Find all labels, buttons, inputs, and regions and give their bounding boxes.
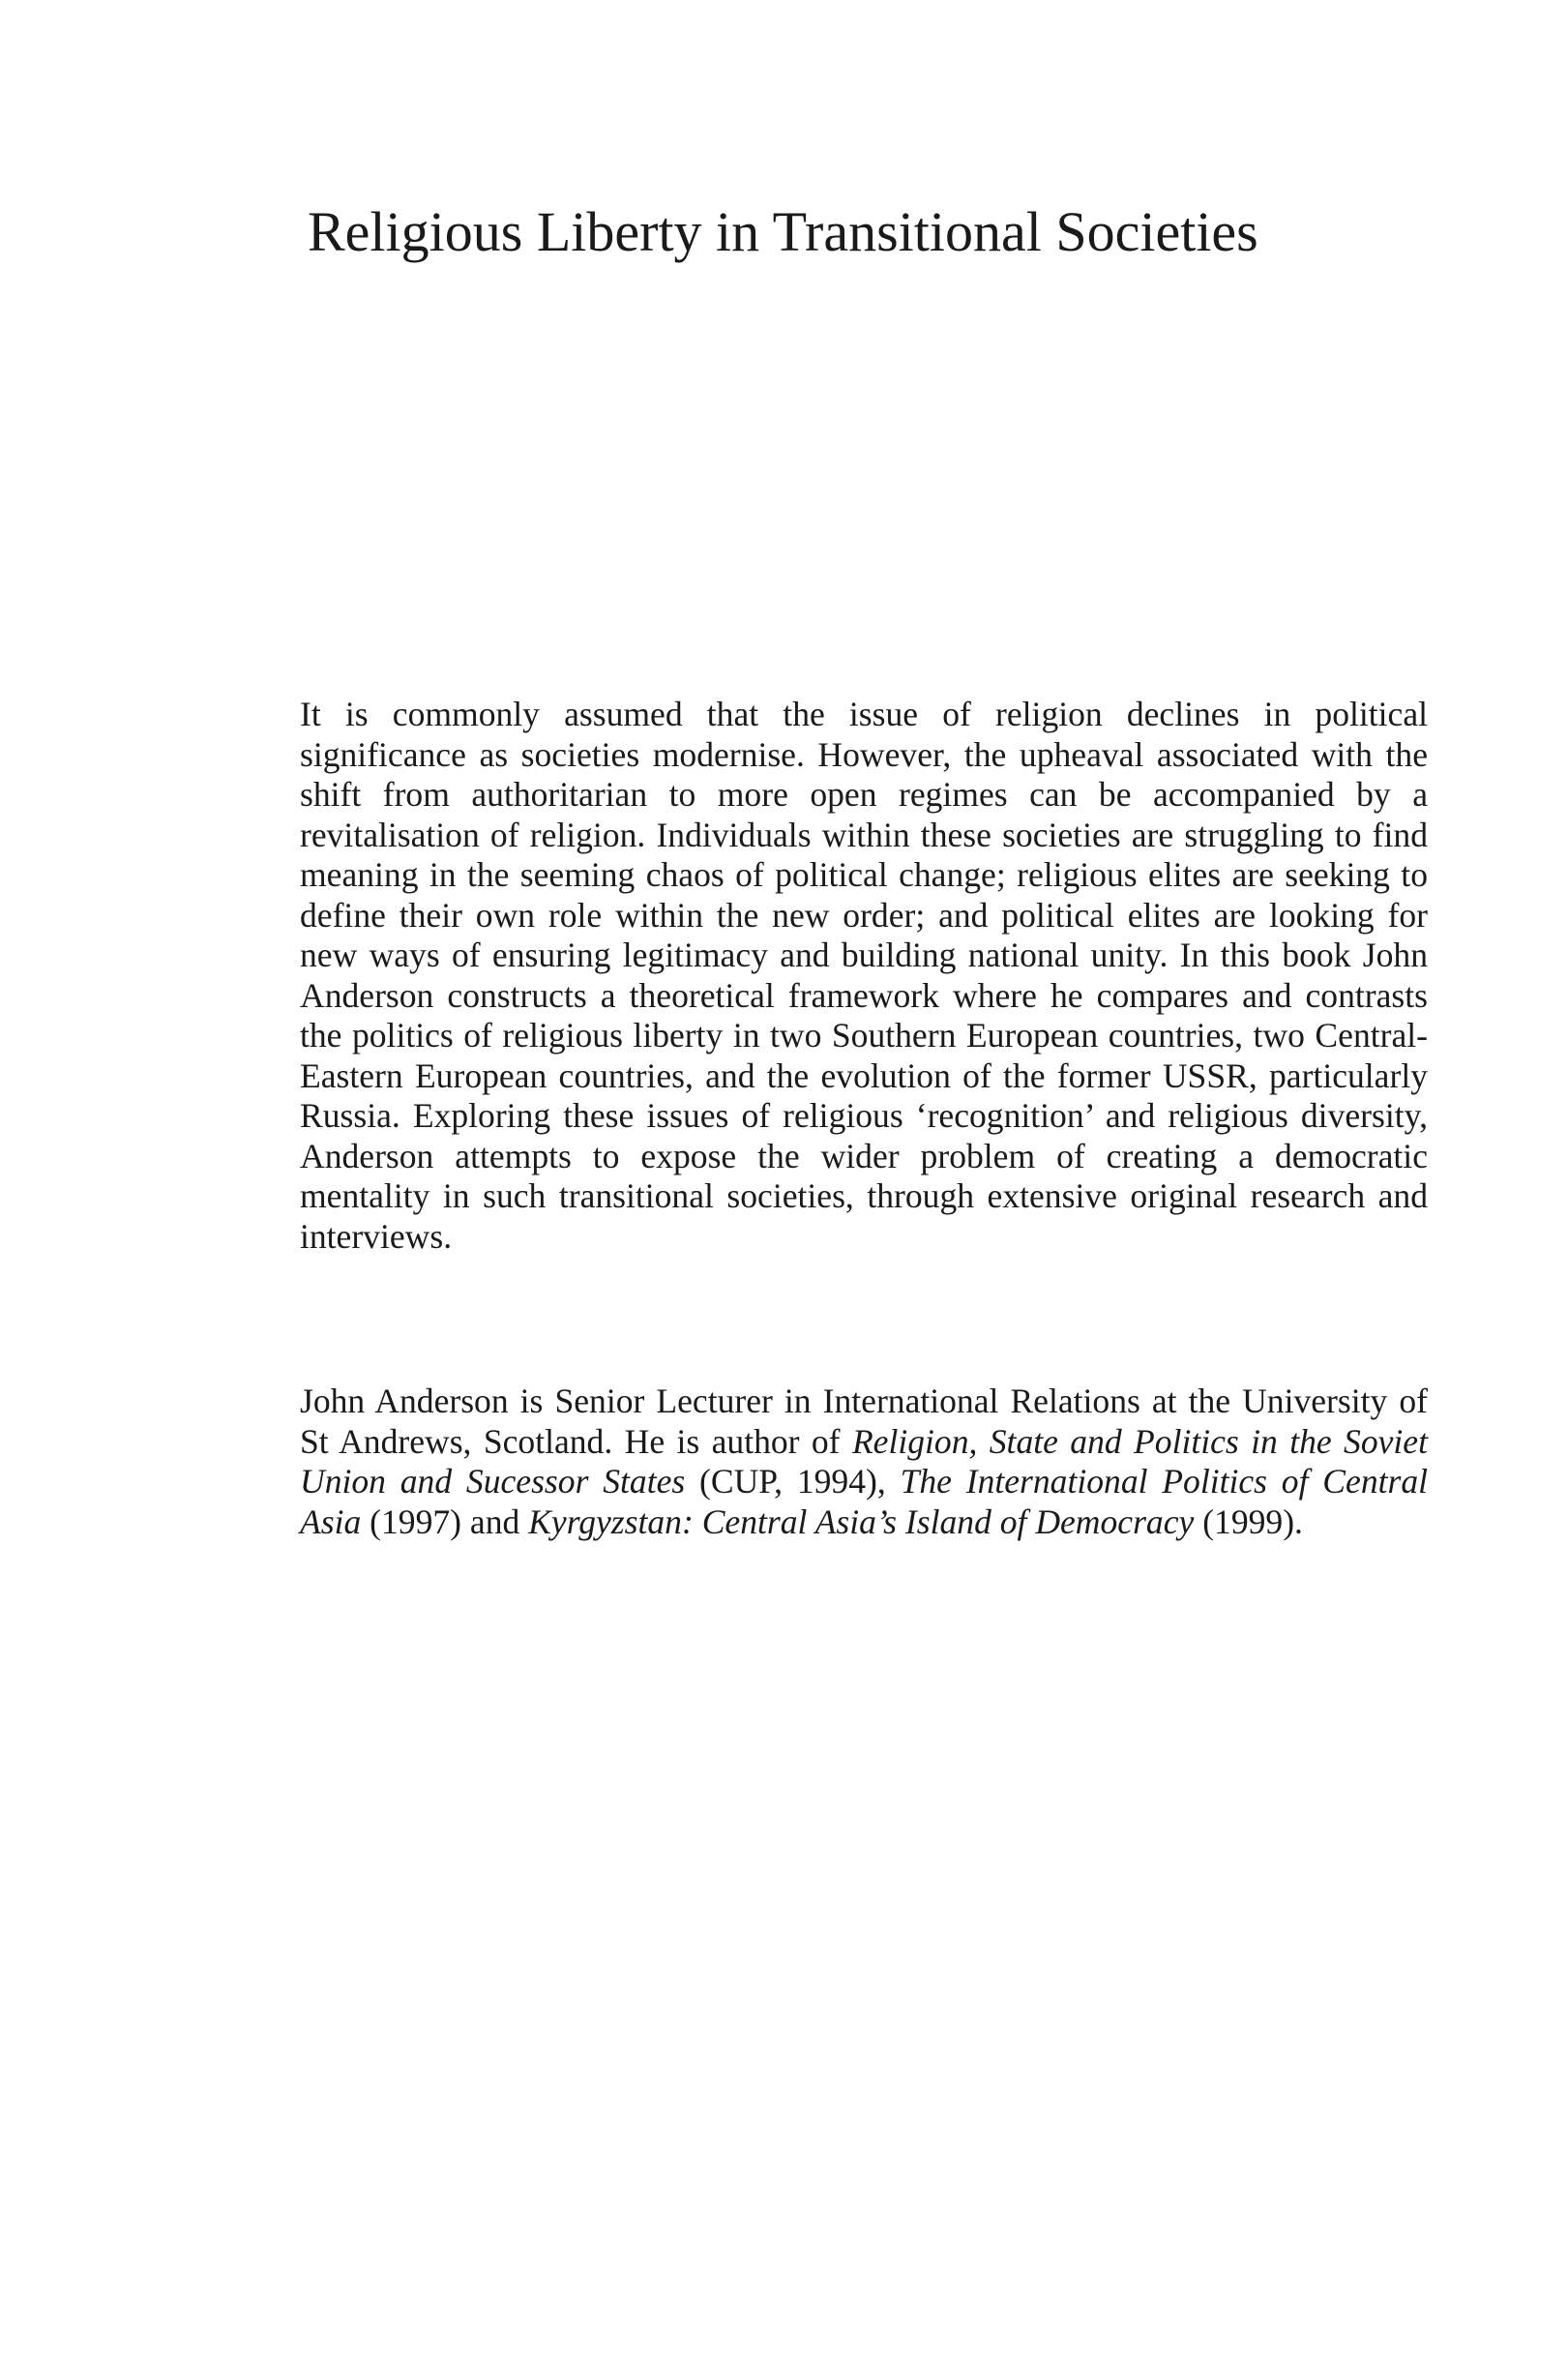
work-detail-2: (1997) and bbox=[361, 1501, 529, 1541]
work-detail-3: (1999). bbox=[1194, 1501, 1303, 1541]
work-detail-1: (CUP, 1994), bbox=[685, 1462, 901, 1501]
author-bio-intro: John Anderson is Senior Lecturer in International Relations at the University of St Andrews, Scotland. He is author of bbox=[300, 1382, 1428, 1461]
book-description: It is commonly assumed that the issue of religion declines in political significance as societies modernise. However, the upheaval associated with the shift from authoritarian to more open regimes can be accompanied by a revitalisation of religion. Individuals within these societies are struggling to find meaning in the seeming chaos of political change; religious elites are seeking to define their own role within the new order; and political elites are looking for new ways of ensuring legitimacy and building national unity. In this book John Anderson constructs a theoretical framework where he compares and contrasts the politics of religious liberty in two Southern European countries, two Central-Eastern European countries, and the evolution of the former USSR, particularly Russia. Exploring these issues of religious ‘recognition’ and religious diversity, Anderson attempts to expose the wider problem of creating a democratic mentality in such transitional societies, through extensive original research and interviews. bbox=[300, 695, 1428, 1256]
work-title-kyrgyzstan: Kyrgyzstan: Central Asia’s Island of Democracy bbox=[528, 1501, 1195, 1541]
work-title-international-politics-central-asia: The International Politics of Central Asia bbox=[300, 1462, 1429, 1541]
work-title-religion-state-politics: Religion, State and Politics in the Soviet Union and Sucessor States bbox=[300, 1421, 1428, 1501]
book-title: Religious Liberty in Transitional Societies bbox=[308, 200, 1258, 263]
author-bio bbox=[300, 1382, 1428, 1542]
